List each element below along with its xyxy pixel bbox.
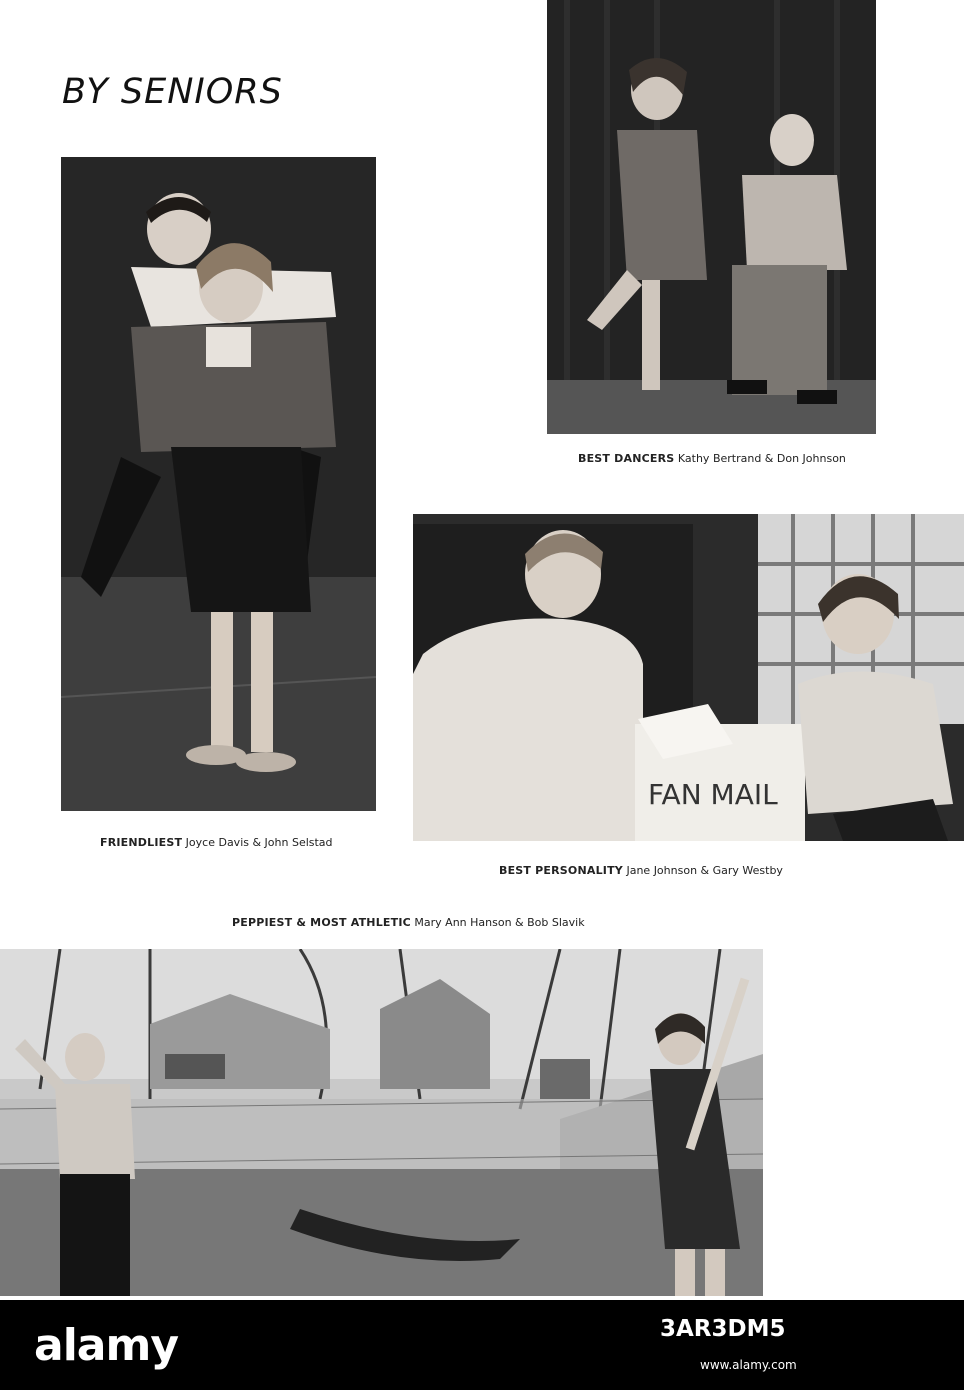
- award-names: Joyce Davis & John Selstad: [185, 836, 333, 849]
- caption-best-dancers: [578, 452, 846, 465]
- award-label: BEST DANCERS: [578, 452, 675, 465]
- stock-footer: [0, 1300, 964, 1390]
- brand-logo: alamy: [34, 1320, 178, 1371]
- caption-peppiest-athletic: [232, 916, 585, 929]
- caption-best-personality: [499, 864, 783, 877]
- award-names: Kathy Bertrand & Don Johnson: [677, 452, 846, 465]
- award-names: Mary Ann Hanson & Bob Slavik: [414, 916, 585, 929]
- photo-peppiest-athletic: [0, 949, 763, 1300]
- photo-best-personality: [413, 514, 964, 841]
- page-title: BY SENIORS: [62, 72, 283, 112]
- award-label: FRIENDLIEST: [100, 836, 183, 849]
- box-sign: FAN MAIL: [648, 778, 778, 811]
- caption-friendliest: [100, 836, 333, 849]
- photo-best-dancers: [547, 0, 876, 434]
- award-label: PEPPIEST & MOST ATHLETIC: [232, 916, 411, 929]
- photo-friendliest: [61, 157, 376, 811]
- award-label: BEST PERSONALITY: [499, 864, 623, 877]
- site-url: www.alamy.com: [700, 1358, 797, 1372]
- award-names: Jane Johnson & Gary Westby: [626, 864, 783, 877]
- image-id: 3AR3DM5: [660, 1316, 786, 1342]
